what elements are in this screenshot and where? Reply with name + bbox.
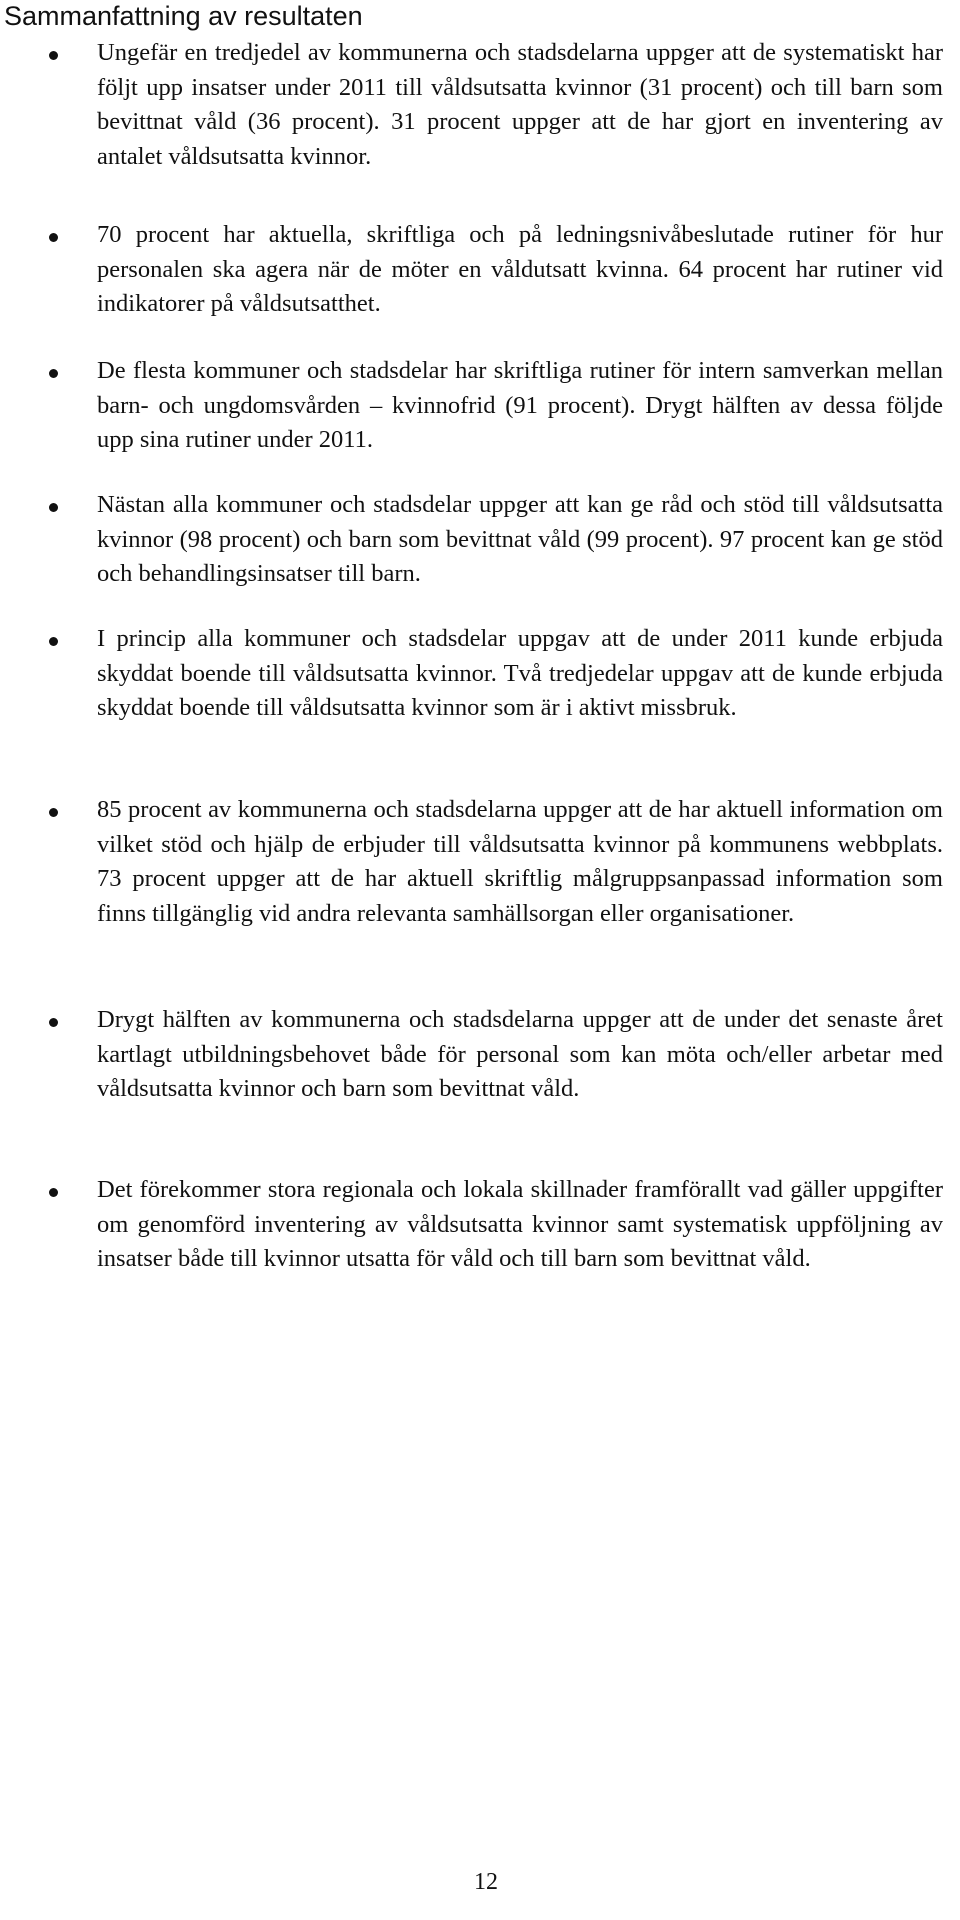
list-item-text: Ungefär en tredjedel av kommunerna och stadsdelarna uppger att de systematiskt har följt upp insatser under 2011 till våldsutsatta kvinnor (31 procent) och till barn som bevittnat våld (36 procent). 31 procent uppger att de har gjort en inventering av antalet våldsutsatta kvinnor. — [97, 39, 943, 170]
list-item-text: 85 procent av kommunerna och stadsdelarna uppger att de har aktuell information om vilket stöd och hjälp de erbjuder till våldsutsatta kvinnor på kommunens webbplats. 73 procent uppger att de har aktuell skriftlig målgruppsanpassad information som finns tillgänglig vid andra relevanta samhällsorgan eller organisationer. — [97, 796, 943, 927]
list-item-text: Drygt hälften av kommunerna och stadsdelarna uppger att de under det senaste året kartlagt utbildningsbehovet både för personal som kan möta och/eller arbetar med våldsutsatta kvinnor och barn som bevittnat våld. — [97, 1006, 943, 1102]
bullet-icon — [49, 1018, 58, 1027]
list-item-text: Nästan alla kommuner och stadsdelar uppger att kan ge råd och stöd till våldsutsatta kvinnor (98 procent) och barn som bevittnat våld (99 procent). 97 procent kan ge stöd och behandlingsinsatser till barn. — [97, 491, 943, 587]
page-number: 12 — [474, 1869, 498, 1895]
bullet-icon — [49, 1188, 58, 1197]
bullet-icon — [49, 369, 58, 378]
list-item-text: De flesta kommuner och stadsdelar har skriftliga rutiner för intern samverkan mellan barn- och ungdomsvården – kvinnofrid (91 procent). Drygt hälften av dessa följde upp sina rutiner under 2011. — [97, 357, 943, 453]
list-item-text: 70 procent har aktuella, skriftliga och på ledningsnivåbeslutade rutiner för hur personalen ska agera när de möter en våldutsatt kvinna. 64 procent har rutiner vid indikatorer på våldsutsatthet. — [97, 221, 943, 317]
list-item-text: I princip alla kommuner och stadsdelar uppgav att de under 2011 kunde erbjuda skyddat boende till våldsutsatta kvinnor. Två tredjedelar uppgav att de kunde erbjuda skyddat boende till våldsutsatta kvinnor som är i aktivt missbruk. — [97, 625, 943, 721]
bullet-icon — [49, 51, 58, 60]
bullet-icon — [49, 503, 58, 512]
bullet-icon — [49, 808, 58, 817]
bullet-icon — [49, 233, 58, 242]
list-item-text: Det förekommer stora regionala och lokala skillnader framförallt vad gäller uppgifter om genomförd inventering av våldsutsatta kvinnor samt systematisk uppföljning av insatser både till kvinnor utsatta för våld och till barn som bevittnat våld. — [97, 1176, 943, 1272]
page-heading: Sammanfattning av resultaten — [4, 1, 363, 31]
bullet-icon — [49, 637, 58, 646]
